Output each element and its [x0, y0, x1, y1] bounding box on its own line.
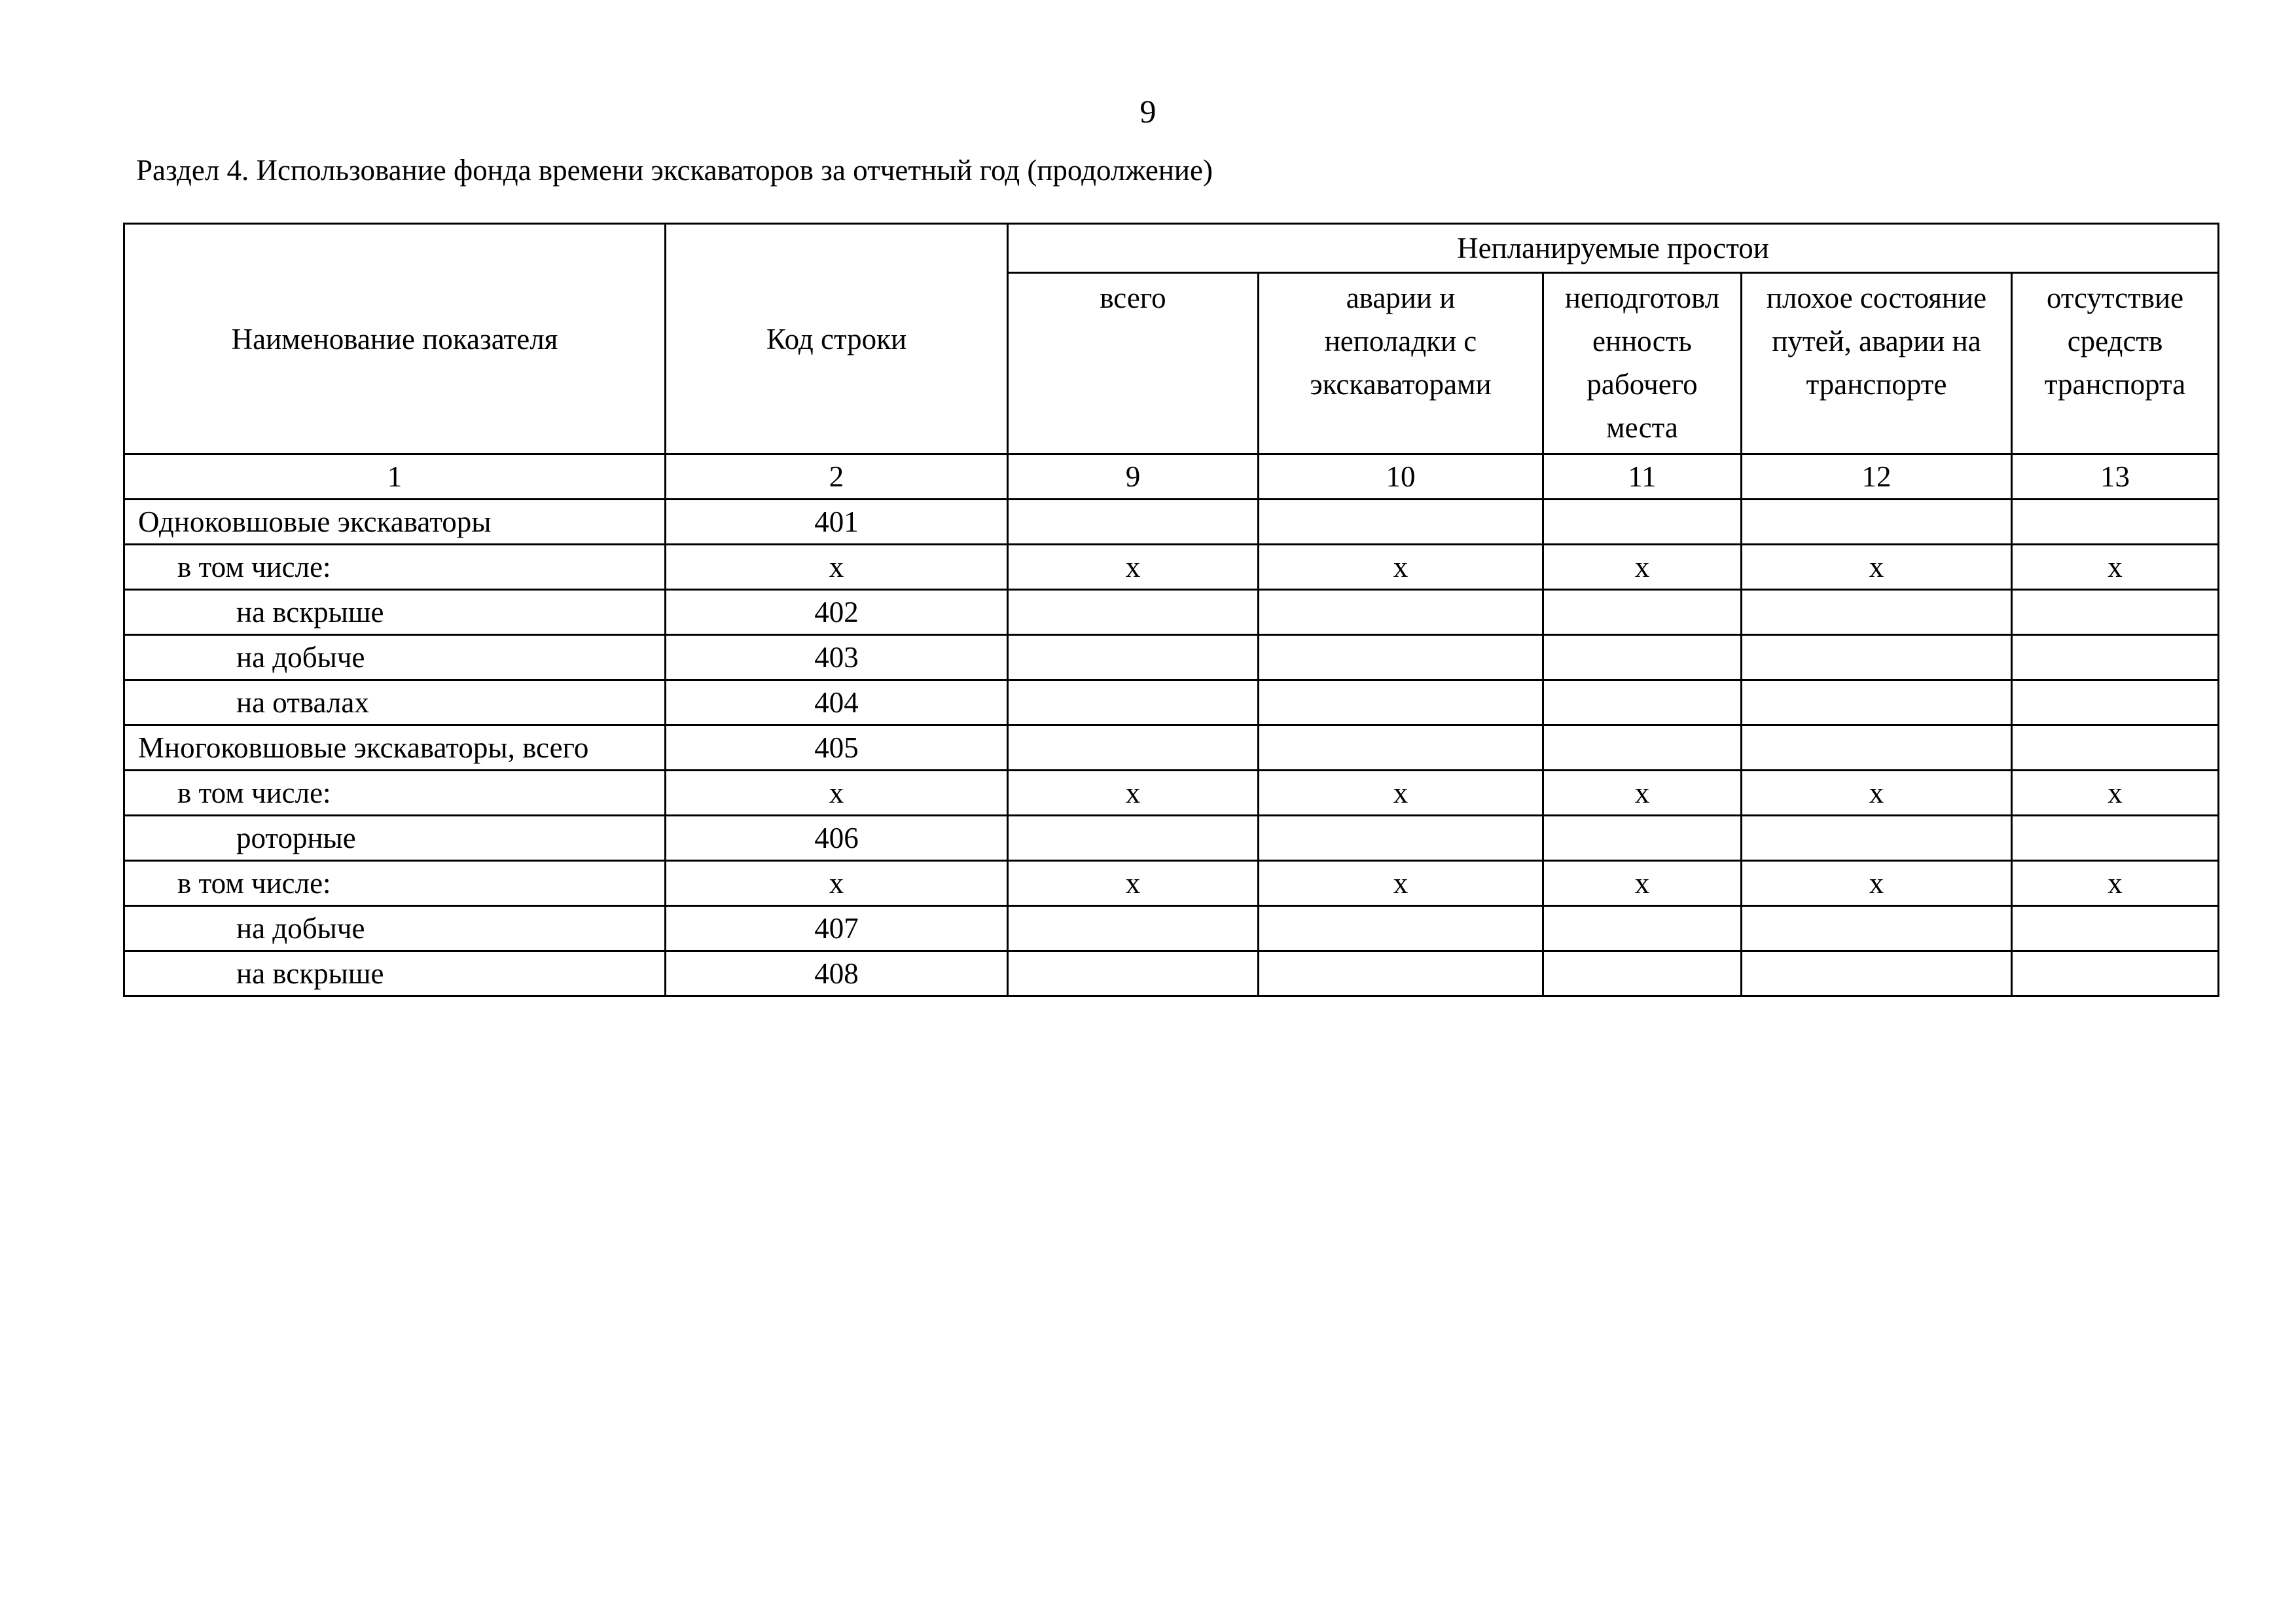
row-name: на добыче	[124, 635, 666, 680]
table-cell[interactable]	[1543, 725, 1742, 771]
sub-header-line: аварии и	[1346, 282, 1456, 314]
table-cell[interactable]	[2012, 635, 2219, 680]
table-cell: х	[1259, 771, 1543, 816]
table-row	[124, 816, 2219, 861]
row-name: в том числе:	[124, 771, 666, 816]
table-cell[interactable]	[1008, 951, 1259, 996]
table-cell: х	[2012, 861, 2219, 906]
table-cell[interactable]	[1543, 816, 1742, 861]
table-cell[interactable]	[1008, 500, 1259, 545]
table-cell: х	[1259, 545, 1543, 590]
sub-header-line: неполадки с	[1324, 325, 1477, 357]
table-cell[interactable]	[1543, 951, 1742, 996]
column-number: 13	[2012, 454, 2219, 500]
sub-header-line: всего	[1100, 282, 1166, 314]
table-cell[interactable]	[1259, 816, 1543, 861]
sub-header-line: плохое состояние	[1766, 282, 1987, 314]
column-number-row	[124, 454, 2219, 500]
table-cell[interactable]	[2012, 816, 2219, 861]
section-title: Раздел 4. Использование фонда времени экскаваторов за отчетный год (продолжение)	[136, 154, 1213, 187]
excavator-time-table	[123, 223, 2219, 997]
table-cell[interactable]	[1008, 635, 1259, 680]
row-name: в том числе:	[124, 545, 666, 590]
table-row	[124, 725, 2219, 771]
table-cell: х	[1008, 771, 1259, 816]
row-code: 406	[666, 816, 1008, 861]
sub-header-line: транспорте	[1806, 368, 1947, 401]
row-code: 405	[666, 725, 1008, 771]
row-name: на добыче	[124, 906, 666, 951]
row-code: 407	[666, 906, 1008, 951]
column-number: 9	[1008, 454, 1259, 500]
table-cell[interactable]	[2012, 680, 2219, 725]
table-cell: х	[1008, 545, 1259, 590]
group-header-unplanned-downtime: Непланируемые простои	[1008, 224, 2219, 273]
sub-header-excavator-failures	[1259, 273, 1543, 454]
table-cell: х	[1259, 861, 1543, 906]
sub-header-line: неподготовл	[1564, 282, 1720, 314]
table-cell[interactable]	[1259, 951, 1543, 996]
sub-header-line: средств	[2067, 325, 2163, 357]
sub-header-workplace-unpreparedness	[1543, 273, 1742, 454]
table-cell: х	[1742, 545, 2012, 590]
table-cell[interactable]	[1742, 725, 2012, 771]
table-cell[interactable]	[2012, 590, 2219, 635]
header-row-group	[124, 224, 2219, 273]
table-cell[interactable]	[1742, 816, 2012, 861]
table-cell: х	[1008, 861, 1259, 906]
table-cell: х	[1742, 861, 2012, 906]
row-code: 404	[666, 680, 1008, 725]
sub-header-line: рабочего	[1587, 368, 1698, 401]
table-cell: х	[2012, 771, 2219, 816]
table-cell[interactable]	[1543, 635, 1742, 680]
table-cell[interactable]	[1008, 725, 1259, 771]
table-row	[124, 951, 2219, 996]
table-cell[interactable]	[1008, 680, 1259, 725]
table-row	[124, 861, 2219, 906]
table-cell[interactable]	[1259, 590, 1543, 635]
table-cell[interactable]	[1742, 906, 2012, 951]
table-cell[interactable]	[1543, 906, 1742, 951]
table-row	[124, 771, 2219, 816]
page-number: 9	[1139, 93, 1157, 130]
row-name: Одноковшовые экскаваторы	[124, 500, 666, 545]
sub-header-line: путей, аварии на	[1772, 325, 1981, 357]
table-cell: х	[1543, 545, 1742, 590]
row-code: 408	[666, 951, 1008, 996]
table-cell[interactable]	[1742, 590, 2012, 635]
table-cell[interactable]	[1543, 590, 1742, 635]
table-cell[interactable]	[2012, 500, 2219, 545]
row-name: Многоковшовые экскаваторы, всего	[124, 725, 666, 771]
row-code: х	[666, 861, 1008, 906]
column-number: 12	[1742, 454, 2012, 500]
table-cell[interactable]	[1008, 816, 1259, 861]
sub-header-line: отсутствие	[2046, 282, 2184, 314]
column-number: 11	[1543, 454, 1742, 500]
column-number: 2	[666, 454, 1008, 500]
row-name: в том числе:	[124, 861, 666, 906]
row-code: х	[666, 771, 1008, 816]
row-code: 403	[666, 635, 1008, 680]
table-cell[interactable]	[1259, 500, 1543, 545]
row-name: на вскрыше	[124, 951, 666, 996]
table-row	[124, 906, 2219, 951]
table-row	[124, 680, 2219, 725]
row-code: 401	[666, 500, 1008, 545]
table-row	[124, 590, 2219, 635]
table-cell: х	[2012, 545, 2219, 590]
table-cell[interactable]	[1259, 635, 1543, 680]
sub-header-track-condition	[1742, 273, 2012, 454]
column-header-code: Код строки	[666, 224, 1008, 454]
sub-header-line: экскаваторами	[1310, 368, 1492, 401]
sub-header-line: енность	[1592, 325, 1692, 357]
table-cell[interactable]	[1742, 500, 2012, 545]
row-name: на отвалах	[124, 680, 666, 725]
sub-header-no-transport	[2012, 273, 2219, 454]
table-row	[124, 545, 2219, 590]
table-cell: х	[1742, 771, 2012, 816]
table-cell: х	[1543, 771, 1742, 816]
table-cell[interactable]	[2012, 906, 2219, 951]
table-row	[124, 500, 2219, 545]
table-cell[interactable]	[1742, 635, 2012, 680]
table-cell: х	[1543, 861, 1742, 906]
table-cell[interactable]	[1008, 590, 1259, 635]
table-cell[interactable]	[1543, 500, 1742, 545]
table-cell[interactable]	[1543, 680, 1742, 725]
row-name: на вскрыше	[124, 590, 666, 635]
table-cell[interactable]	[1259, 906, 1543, 951]
table-cell[interactable]	[2012, 725, 2219, 771]
table-cell[interactable]	[1008, 906, 1259, 951]
table-cell[interactable]	[1259, 725, 1543, 771]
table-cell[interactable]	[1742, 680, 2012, 725]
column-header-name: Наименование показателя	[124, 224, 666, 454]
table-cell[interactable]	[1742, 951, 2012, 996]
table-cell[interactable]	[2012, 951, 2219, 996]
sub-header-line: транспорта	[2044, 368, 2186, 401]
row-name: роторные	[124, 816, 666, 861]
row-code: 402	[666, 590, 1008, 635]
sub-header-total	[1008, 273, 1259, 454]
column-number: 1	[124, 454, 666, 500]
sub-header-line: места	[1606, 411, 1678, 444]
column-number: 10	[1259, 454, 1543, 500]
row-code: х	[666, 545, 1008, 590]
table-cell[interactable]	[1259, 680, 1543, 725]
table-row	[124, 635, 2219, 680]
